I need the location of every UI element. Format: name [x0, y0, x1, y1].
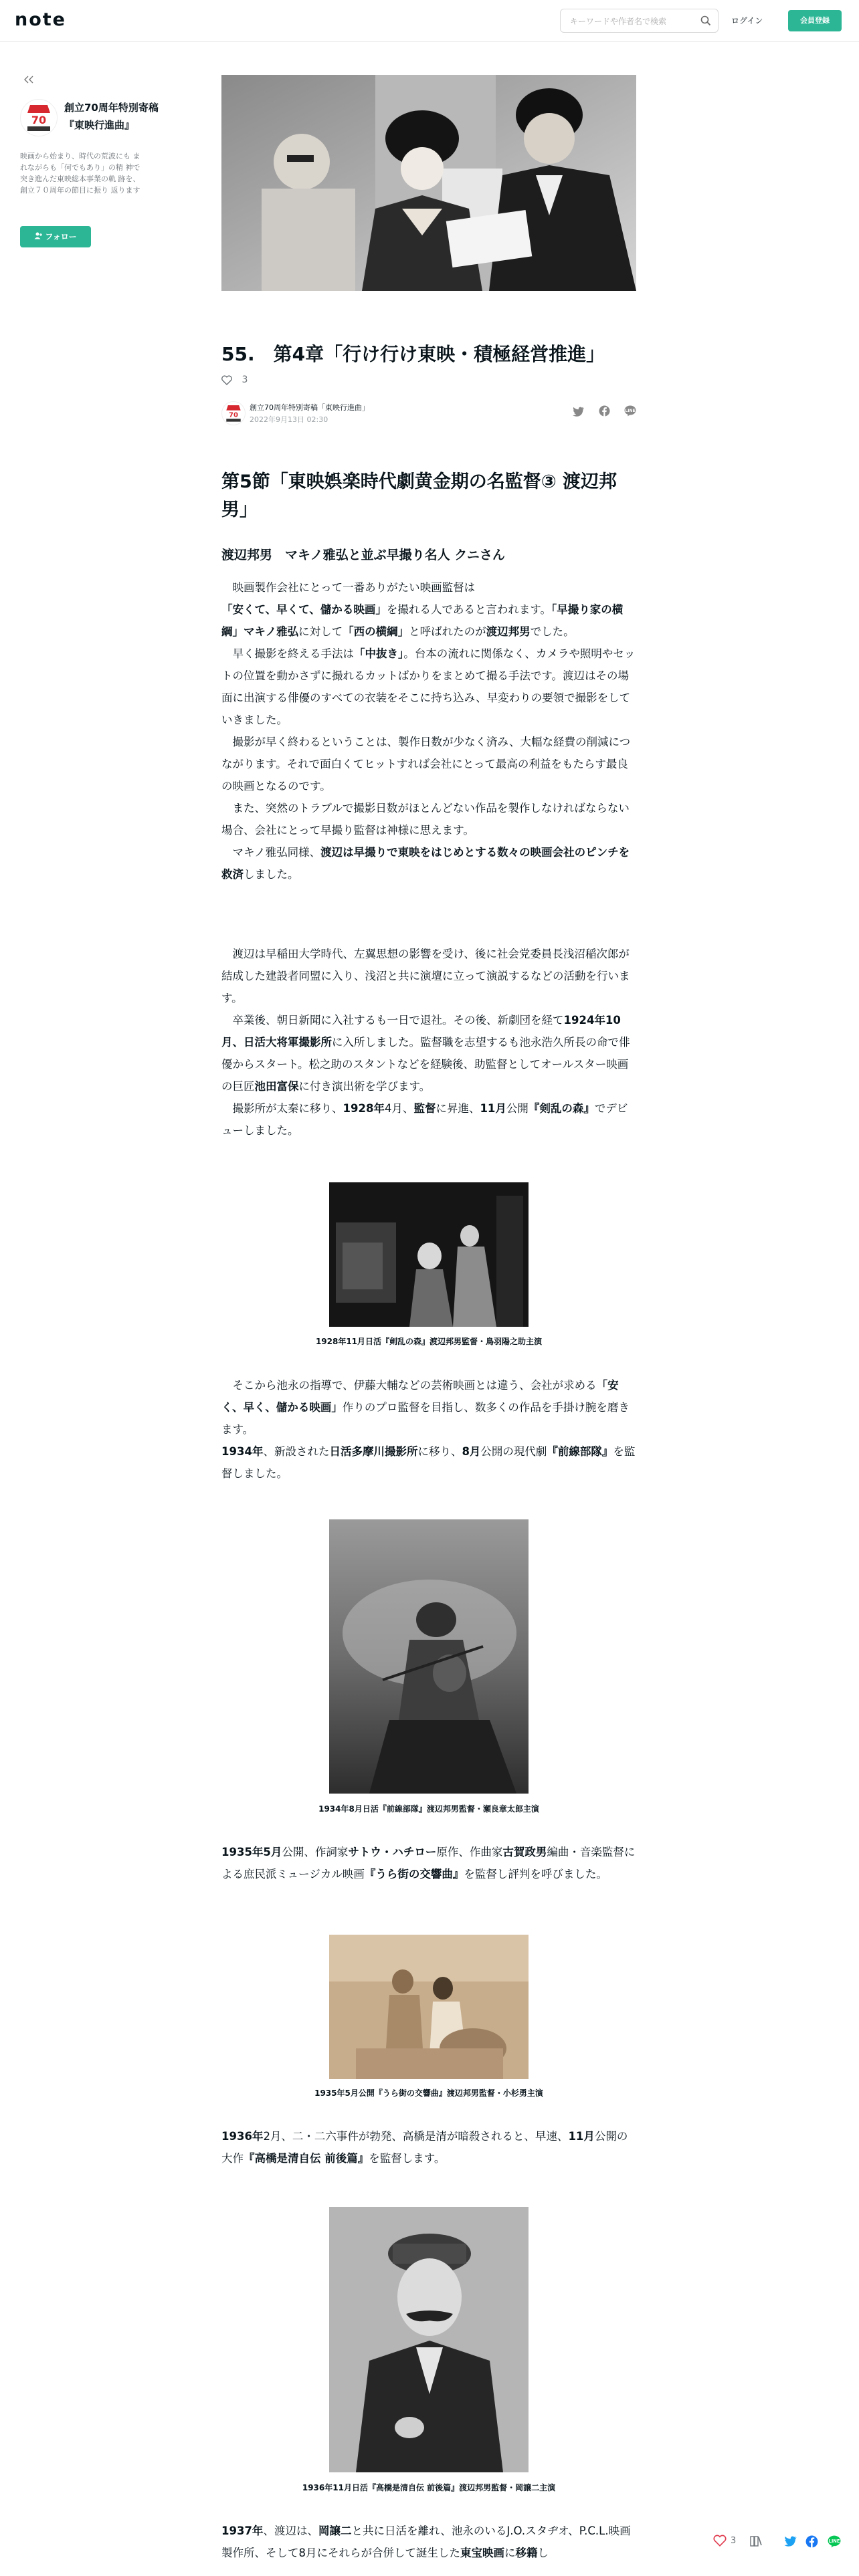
- author-name[interactable]: 創立70周年特別寄稿「東映行進曲」: [250, 403, 369, 412]
- magazine-description: 映画から始まり、時代の荒波にも まれながらも「何でもあり」の精 神で突き進んだ東映総本事業の軌 跡を、創立７０周年の節目に振り 返ります: [20, 152, 140, 195]
- film-still-image-1: [329, 1182, 529, 1327]
- signup-button[interactable]: 会員登録: [788, 10, 842, 31]
- film-still-image-4: [329, 2207, 529, 2472]
- twitter-icon[interactable]: [573, 407, 585, 419]
- follow-user-icon: [34, 232, 45, 241]
- magazine-avatar[interactable]: [20, 99, 58, 136]
- svg-text:LINE: LINE: [625, 409, 636, 413]
- publish-date: 2022年9月13日 02:30: [250, 415, 328, 424]
- caption-3: 1935年5月公開『うら街の交響曲』渡辺邦男監督・小杉勇主演: [314, 2088, 543, 2098]
- paragraph-1935: 1935年5月公開、作詞家サトウ・ハチロー原作、作曲家古賀政男編曲・音楽監督による庶民派ミュージカル映画『うら街の交響曲』を監督し評判を呼びました。: [221, 1846, 636, 1881]
- like-area[interactable]: [221, 374, 248, 385]
- search-icon[interactable]: [700, 15, 711, 29]
- bottom-like-count: 3: [731, 2536, 737, 2546]
- svg-text:70: 70: [31, 114, 47, 126]
- collapse-sidebar-icon[interactable]: [23, 74, 34, 86]
- like-count: 3: [242, 374, 248, 385]
- svg-text:70: 70: [228, 411, 239, 419]
- hero-image: [221, 75, 636, 291]
- author-avatar[interactable]: [221, 401, 246, 425]
- site-header: [0, 0, 859, 42]
- paragraph-career: 渡辺は早稲田大学時代、左翼思想の影響を受け、後に社会党委員長浅沼稲次郎が結成した建設者同盟に入り、浅沼と共に演壇に立って演説するなどの活動を行います。 卒業後、朝日新聞に入社するも一日で退社。その後、新劇団を経て1924年10月、日活大将軍撮影所に入所しました。監督職を志望するも池永浩久所長の命で俳優からスタート。松之助のスタントなどを経験後、助監督としてオールスター映画の巨匠池田富保に付き演出術を学びます。 撮影所が太秦に移り、1928年4月、監督に昇進、11月公開『剣乱の森』でデビューしました。: [221, 948, 630, 1137]
- section-heading: 第5節「東映娯楽時代劇黄金期の名監督③ 渡辺邦男」: [221, 471, 617, 520]
- bottom-twitter-icon[interactable]: [784, 2536, 797, 2549]
- paragraph-1937: 1937年、渡辺は、岡譲二と共に日活を離れ、池永のいるJ.O.スタヂオ、P.C.L.映画製作所、そして8月にそれらが合併して誕生した東宝映画に移籍し: [221, 2525, 631, 2559]
- follow-label: フォロー: [45, 232, 77, 241]
- share-buttons: [562, 405, 636, 419]
- author-row: [221, 400, 636, 427]
- magazine-add-icon[interactable]: [749, 2535, 763, 2550]
- article-title: 55. 第4章「行け行け東映・積極経営推進」: [221, 343, 605, 365]
- paragraph-pcl: そこから池永の指導で、伊藤大輔などの芸術映画とは違う、会社が求める「安く、早く、儲かる映画」作りのプロ監督を目指し、数多くの作品を手掛け腕を磨きます。 1934年、新設された日活多摩川撮影所に移り、8月公開の現代劇『前線部隊』を監督しました。: [221, 1379, 636, 1480]
- film-still-image-3: [329, 1935, 529, 2079]
- bottom-line-icon[interactable]: [828, 2535, 841, 2551]
- follow-button[interactable]: [20, 226, 91, 247]
- bottom-facebook-icon[interactable]: [805, 2535, 818, 2551]
- subheading: 渡辺邦男 マキノ雅弘と並ぶ早撮り名人 クニさん: [221, 548, 505, 562]
- caption-4: 1936年11月日活『高橋是清自伝 前後篇』渡辺邦男監督・岡譲二主演: [302, 2483, 556, 2492]
- caption-2: 1934年8月日活『前線部隊』渡辺邦男監督・瀬良章太郎主演: [318, 1804, 539, 1814]
- login-link[interactable]: ログイン: [731, 16, 763, 25]
- search-input[interactable]: [569, 14, 698, 29]
- search-box[interactable]: [560, 9, 719, 33]
- paragraph-1936: 1936年2月、二・二六事件が勃発、高橋是清が暗殺されると、早速、11月公開の大作『高橋是清自伝 前後篇』を監督します。: [221, 2130, 628, 2165]
- floating-action-bar: [710, 2535, 859, 2555]
- magazine-title[interactable]: 創立70周年特別寄稿『東映行進曲』: [64, 102, 159, 131]
- film-still-image-2: [329, 1519, 529, 1794]
- like-heart-icon[interactable]: [713, 2535, 727, 2549]
- note-logo[interactable]: note: [15, 9, 66, 30]
- line-icon[interactable]: [624, 405, 636, 419]
- facebook-icon[interactable]: [599, 405, 610, 419]
- caption-1: 1928年11月日活『剣乱の森』渡辺邦男監督・鳥羽陽之助主演: [315, 1337, 543, 1346]
- paragraph-intro: 映画製作会社にとって一番ありがたい映画監督は「安くて、早くて、儲かる映画」を撮れる人であると言われます。「早撮り家の横綱」マキノ雅弘に対して「西の横綱」と呼ばれたのが渡辺邦男でした。 早く撮影を終える手法は「中抜き」。台本の流れに関係なく、カメラや照明やセットの位置を動かさずに撮れるカットばかりをまとめて撮る手法です。渡辺はその場面に出演する俳優のすべての衣装をそこに持ち込み、早変わりの要領で撮影をしていきました。 撮影が早く終わるということは、製作日数が少なく済み、大幅な経費の削減につながります。それで面白くてヒットすれば会社にとって最高の利益をもたらす最良の映画となるのです。 また、突然のトラブルで撮影日数がほとんどない作品を製作しなければならない場合、会社にとって早撮り監督は神様に思えます。 マキノ雅弘同様、渡辺は早撮りで東映をはじめとする数々の映画会社のピンチを救済しました。: [221, 581, 636, 881]
- heart-icon[interactable]: [221, 374, 242, 385]
- svg-text:LINE: LINE: [828, 2539, 840, 2545]
